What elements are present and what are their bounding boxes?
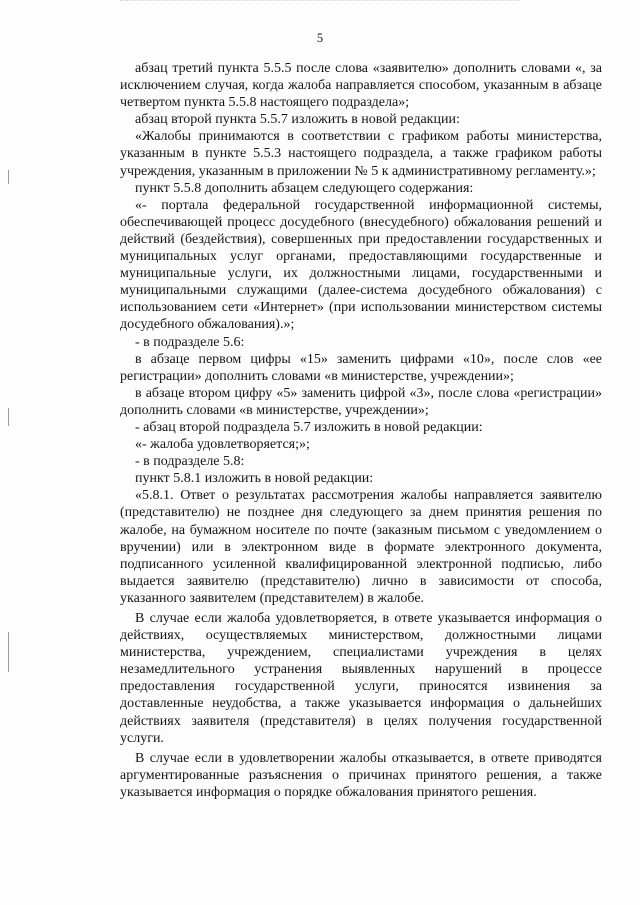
scan-edge-artifact bbox=[120, 0, 520, 3]
paragraph: В случае если в удовлетворении жалобы отказывается, в ответе приводятся аргументированные разъяснения о причинах принятого решения, а также указывается информация о порядке обжалования принятого решения. bbox=[120, 750, 602, 800]
paragraph: в абзаце первом цифры «15» заменить цифрами «10», после слов «ее регистрации» дополнить словами «в министерстве, учреждении»; bbox=[120, 351, 602, 384]
paragraph: в абзаце втором цифру «5» заменить цифрой «3», после слова «регистрации» дополнить словами «в министерстве, учреждении»; bbox=[120, 385, 602, 418]
document-body bbox=[120, 60, 602, 801]
paragraph: абзац второй пункта 5.5.7 изложить в новой редакции: bbox=[135, 112, 460, 128]
paragraph: абзац третий пункта 5.5.5 после слова «заявителю» дополнить словами «, за исключением случая, когда жалоба направляется способом, указанным в абзаце четвертом пункта 5.5.8 настоящего подраздела»; bbox=[120, 61, 602, 111]
paragraph: пункт 5.8.1 изложить в новой редакции: bbox=[135, 471, 374, 487]
paragraph: - в подразделе 5.6: bbox=[135, 334, 245, 350]
margin-mark bbox=[8, 408, 9, 426]
paragraph: - абзац второй подраздела 5.7 изложить в новой редакции: bbox=[135, 419, 483, 435]
paragraph: «- портала федеральной государственной информационной системы, обеспечивающей процесс досудебного (внесудебного) обжалования решений и действий (бездействия), совершенных при предоставлении государственных и муниципальных услуг органами, предоставляющими государственные и муниципальные услуги, их должностными лицами, государственными и муниципальными служащими (далее-система досудебного обжалования) с использованием сети «Интернет» (при использовании министерством системы досудебного обжалования).»; bbox=[120, 197, 602, 333]
paragraph: - в подразделе 5.8: bbox=[135, 454, 245, 470]
page-number: 5 bbox=[316, 31, 324, 45]
paragraph: «Жалобы принимаются в соответствии с графиком работы министерства, указанным в пункте 5.5.3 настоящего подраздела, а также графиком работы учреждения, указанным в приложении № 5 к административному регламенту.»; bbox=[120, 129, 602, 179]
paragraph: пункт 5.5.8 дополнить абзацем следующего содержания: bbox=[135, 180, 474, 196]
paragraph: «5.8.1. Ответ о результатах рассмотрения жалобы направляется заявителю (представителю) не позднее дня следующего за днем принятия решения по жалобе, на бумажном носителе по почте (заказным письмом с уведомлением о вручении) или в электронном виде в формате электронного документа, подписанного усиленной квалифицированной электронной подписью, либо выдается заявителю (представителю) лично в зависимости от способа, указанного заявителем (представителем) в жалобе. bbox=[120, 488, 602, 606]
paragraph: В случае если жалоба удовлетворяется, в ответе указывается информация о действиях, осуществляемых министерством, должностными лицами министерства, учреждением, специалистами учреждения в целях незамедлительного устранения выявленных нарушений в процессе предоставления государственной услуги, приносятся извинения за доставленные неудобства, а также указывается информация о дальнейших действиях заявителя (представителя) в целях получения государственной услуги. bbox=[120, 611, 602, 746]
margin-mark bbox=[8, 170, 9, 184]
paragraph: «- жалоба удовлетворяется;»; bbox=[135, 437, 310, 453]
margin-mark bbox=[8, 632, 9, 672]
